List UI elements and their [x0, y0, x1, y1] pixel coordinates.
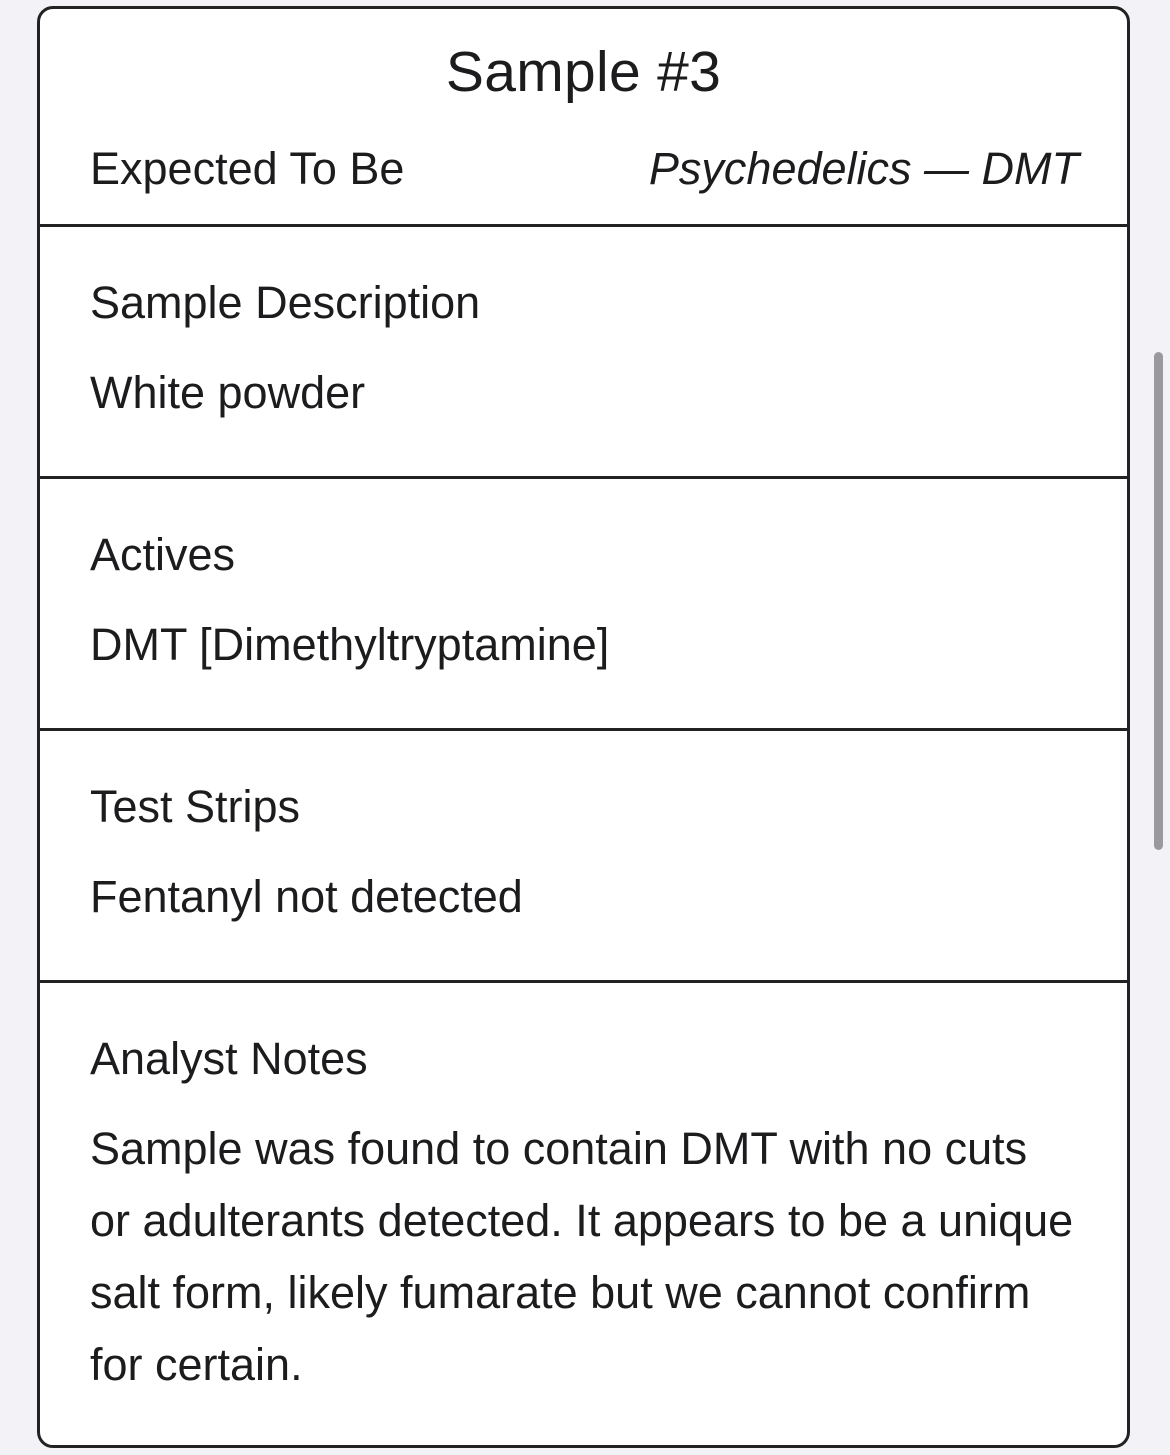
section-value: Fentanyl not detected [90, 871, 523, 922]
analyst-notes-text: Sample was found to contain DMT with no cuts or adulterants detected. It appears to be a unique salt form, likely fumarate but we cannot confirm for certain. [90, 1123, 1074, 1390]
expected-value: Psychedelics — DMT [648, 143, 1079, 194]
section-sample-description [40, 227, 1127, 479]
sample-card [37, 6, 1130, 1448]
section-title: Test Strips [90, 781, 301, 832]
expected-label: Expected To Be [90, 143, 405, 194]
sample-title: Sample #3 [445, 40, 722, 104]
section-actives [40, 479, 1127, 731]
section-title: Analyst Notes [90, 1033, 368, 1084]
section-value: White powder [90, 367, 366, 418]
section-test-strips [40, 731, 1127, 983]
vertical-scrollbar[interactable] [1154, 352, 1163, 850]
section-analyst-notes [40, 983, 1127, 1401]
sample-header [40, 9, 1127, 227]
section-title: Actives [90, 529, 236, 580]
section-title: Sample Description [90, 277, 481, 328]
section-value: DMT [Dimethyltryptamine] [90, 619, 610, 670]
